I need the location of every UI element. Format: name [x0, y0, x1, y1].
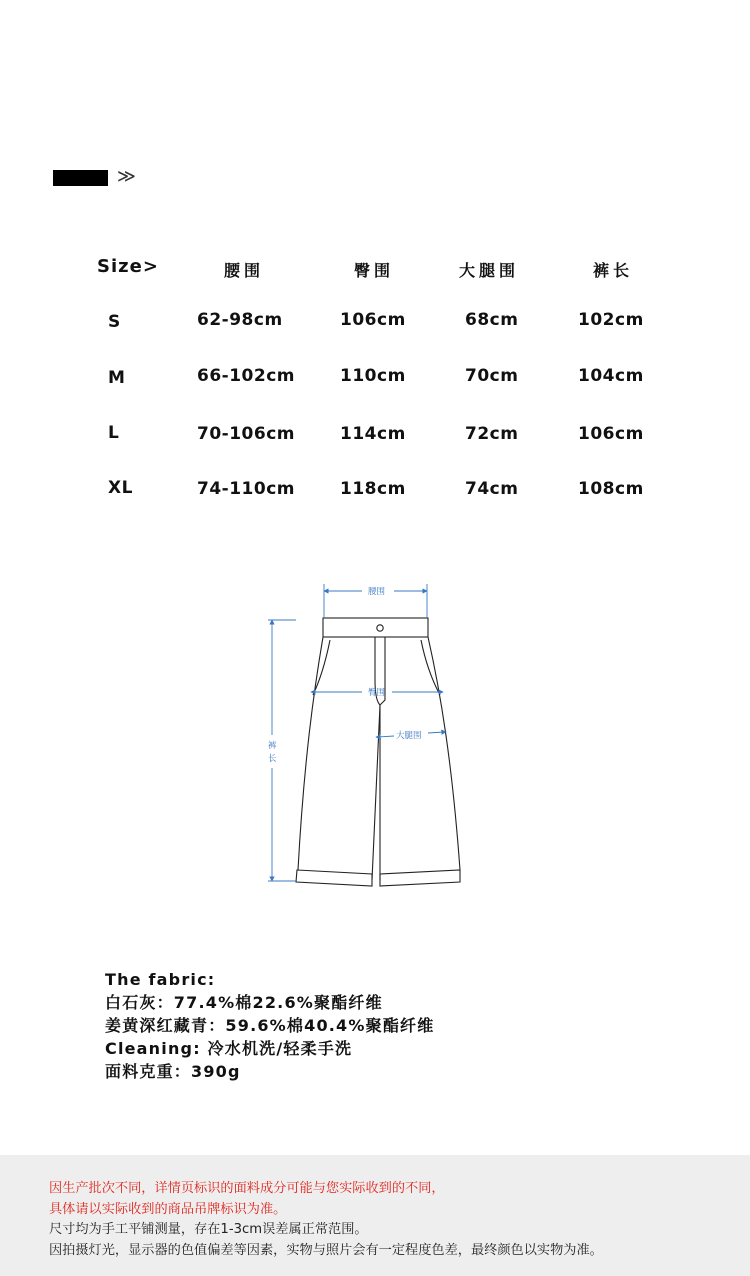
thigh-label: 大腿围 [396, 731, 422, 741]
table-cell: 108cm [578, 479, 644, 499]
table-cell: 72cm [465, 424, 519, 444]
table-cell: 104cm [578, 366, 644, 386]
table-cell: 106cm [340, 310, 406, 330]
footer-notice [0, 1155, 750, 1276]
waist-header: 腰围 [224, 261, 265, 280]
table-cell: 118cm [340, 479, 406, 499]
pants-outline [296, 618, 460, 886]
double-chevron-icon: ≫ [117, 166, 136, 187]
fabric-line: 白石灰：77.4%棉22.6%聚酯纤维 [105, 993, 383, 1012]
size-label-m: M [108, 368, 126, 388]
size-label-xl: XL [108, 478, 133, 498]
table-cell: 62-98cm [197, 310, 283, 330]
table-cell: 68cm [465, 310, 519, 330]
length-label-1: 裤 [268, 741, 277, 751]
table-cell: 74-110cm [197, 479, 295, 499]
pants-measurement-diagram [255, 575, 485, 895]
table-cell: 110cm [340, 366, 406, 386]
length-header: 裤长 [593, 261, 634, 280]
fabric-line: Cleaning: 冷水机洗/轻柔手洗 [105, 1039, 353, 1058]
table-cell: 70-106cm [197, 424, 295, 444]
notice-line: 具体请以实际收到的商品吊牌标识为准。 [49, 1201, 287, 1217]
title-redaction-bar [53, 170, 108, 186]
table-cell: 70cm [465, 366, 519, 386]
fabric-title: The fabric: [105, 970, 216, 989]
fabric-line: 姜黄深红藏青：59.6%棉40.4%聚酯纤维 [105, 1016, 435, 1035]
size-label-l: L [108, 423, 120, 443]
table-cell: 114cm [340, 424, 406, 444]
hip-header: 臀围 [354, 261, 395, 280]
table-cell: 102cm [578, 310, 644, 330]
notice-line: 因生产批次不同，详情页标识的面料成分可能与您实际收到的不同， [49, 1181, 445, 1196]
size-label-s: S [108, 312, 121, 332]
notice-line: 尺寸均为手工平铺测量，存在1-3cm误差属正常范围。 [49, 1222, 368, 1237]
fabric-line: 面料克重：390g [105, 1062, 241, 1081]
length-label-2: 长 [268, 754, 277, 764]
fabric-info [105, 968, 434, 1083]
table-cell: 74cm [465, 479, 519, 499]
waist-label: 腰围 [368, 587, 386, 597]
notice-line: 因拍摄灯光，显示器的色值偏差等因素，实物与照片会有一定程度色差，最终颜色以实物为准。 [49, 1242, 603, 1258]
thigh-header: 大腿围 [459, 261, 520, 280]
hip-label: 臀围 [368, 688, 386, 698]
table-cell: 66-102cm [197, 366, 295, 386]
size-header: Size> [97, 256, 159, 277]
table-cell: 106cm [578, 424, 644, 444]
